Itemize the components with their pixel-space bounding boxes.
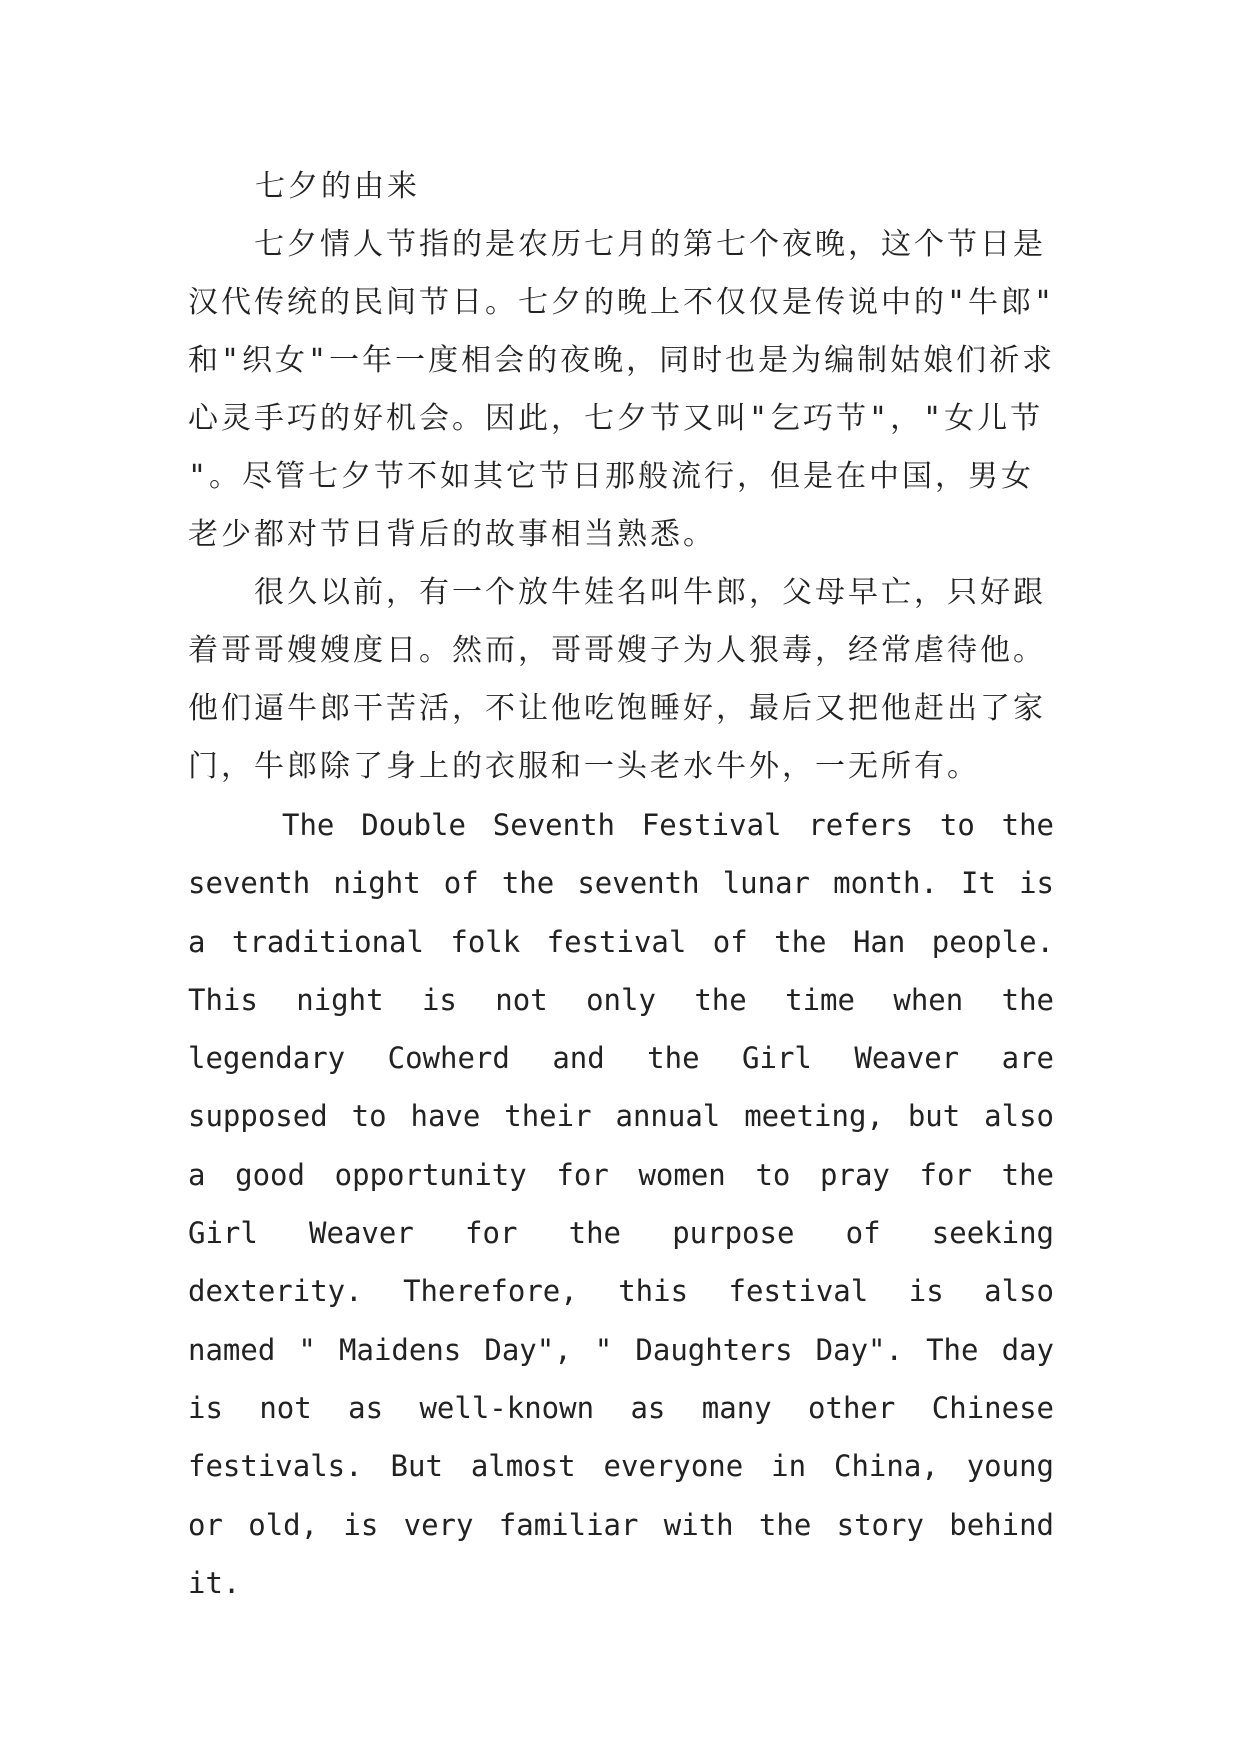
text-line: 他们逼牛郎干苦活，不让他吃饱睡好，最后又把他赶出了家	[188, 691, 1046, 726]
text-line: 七夕情人节指的是农历七月的第七个夜晚，这个节日是	[188, 227, 1046, 262]
text-line: 门，牛郎除了身上的衣服和一头老水牛外，一无所有。	[188, 749, 980, 784]
english-paragraph: The Double Seventh Festival refers to the seventh night of the seventh lunar month. It is a traditional folk festival of the Han people. This night is not only the time when the legendary Cowherd and the Girl Weaver are supposed to have their annual meeting, but also a good opportunity for women to pray for the Girl Weaver for the purpose of seeking dexterity. Therefore, this festival is also named " Maidens Day", " Daughters Day". The day is not as well-known as many other Chinese festivals. But almost everyone in China, young or old, is very familiar with the story behind it.	[188, 808, 1054, 1600]
text-line: "。尽管七夕节不如其它节日那般流行，但是在中国，男女	[188, 459, 1035, 494]
text-line: 着哥哥嫂嫂度日。然而，哥哥嫂子为人狠毒，经常虐待他。	[188, 633, 1046, 668]
text-line: 心灵手巧的好机会。因此，七夕节又叫"乞巧节"，"女儿节	[188, 401, 1044, 436]
chinese-paragraph-2	[188, 564, 1054, 796]
chinese-paragraph-1	[188, 216, 1054, 564]
text-line: 很久以前，有一个放牛娃名叫牛郎，父母早亡，只好跟	[188, 575, 1046, 610]
document-title: 七夕的由来	[255, 169, 420, 204]
text-line: 和"织女"一年一度相会的夜晚，同时也是为编制姑娘们祈求	[188, 343, 1056, 378]
text-line: 汉代传统的民间节日。七夕的晚上不仅仅是传说中的"牛郎"	[188, 285, 1056, 320]
text-line: 老少都对节日背后的故事相当熟悉。	[188, 517, 716, 552]
document-body	[188, 158, 1054, 1612]
